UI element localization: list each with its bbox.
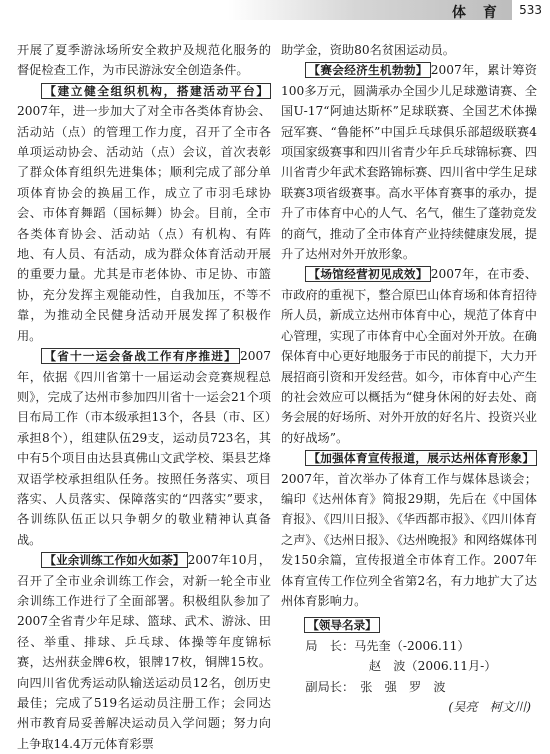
page-header xyxy=(0,0,550,22)
heading-leaders: 【领导名录】 xyxy=(304,617,380,633)
intro-paragraph: 开展了夏季游泳场所安全救护及规范化服务的督促检查工作，为市民游泳安全创造条件。 xyxy=(17,43,271,78)
left-column xyxy=(17,40,271,754)
leader-deputies: 副局长： 张 强 罗 波 xyxy=(305,679,446,694)
body-organization: 2007年，进一步加大了对全市各类体育协会、活动站（点）的管理工作力度，召开了全市各单项运动协会、活动站（点）会议，首次表彰了群众体育组织先进集体；顺利完成了部分单项体育协会的换届工作，成立了市羽毛球协会、市体育舞蹈（国标舞）协会。目前，全市各类体育协会、活动站（点）有机构、有阵地、有人员、有活动，成为群众体育活动开展的重要力量。尤其是市老体协、市足协、市篮协，充分发挥主观能动性，自我加压，不等不靠，为推动全民健身活动开展发挥了积极作用。 xyxy=(17,104,271,343)
page-number: 533 xyxy=(519,3,542,17)
section-title: 体 育 xyxy=(452,5,503,21)
heading-amateur-training: 【业余训练工作如火如荼】 xyxy=(41,552,187,568)
body-publicity: 2007年，首次举办了体育工作与媒体恳谈会；编印《达州体育》简报29期，先后在《中国体育报》、《四川日报》、《华西都市报》、《四川体育之声》、《达州日报》、《达州晚报》和网络媒体刊发150余篇，宣传报道全市体育工作。2007年体育宣传工作位列全省第2名，有力地扩大了达州体育影响力。 xyxy=(281,471,537,608)
heading-events-economy: 【赛会经济生机勃勃】 xyxy=(305,62,430,78)
leader-director-1: 局 长：马先奎（-2006.11） xyxy=(305,638,470,653)
leaders-list xyxy=(281,615,537,717)
paragraph-events-economy xyxy=(281,60,537,264)
leader-director-2: 赵 波（2006.11月-） xyxy=(368,659,497,674)
continued-paragraph: 助学金，资助80名贫困运动员。 xyxy=(281,43,455,57)
right-column xyxy=(281,40,537,717)
body-events-economy: 2007年，累计筹资100多万元，圆满承办全国少儿足球邀请赛、全国U-17“阿迪达斯杯”足球联赛、全国艺术体操冠军赛、“鲁能杯”中国乒乓球俱乐部超级联赛4项国家级赛事和四川省青少年乒乓球锦标赛、四川省青少年武术套路锦标赛、四川省中学生足球联赛3项省级赛事。高水平体育赛事的承办，提升了市体育中心的人气、名气，催生了蓬勃竞发的商气，推动了全市体育产业持续健康发展，提升了达州对外开放形象。 xyxy=(281,63,537,262)
paragraph-amateur-training xyxy=(17,550,271,754)
heading-games-prep: 【省十一运会备战工作有序推进】 xyxy=(41,348,240,364)
body-amateur-training: 2007年10月，召开了全市业余训练工作会，对新一轮全市业余训练工作进行了全面部署。积极组队参加了2007全省青少年足球、篮球、武术、游泳、田径、举重、排球、乒乓球、体操等年度锦标赛，达州获金牌6枚，银牌17枚，铜牌15枚。向四川省优秀运动队输送运动员12名，创历史最佳；完成了519名运动员注册工作；会同达州市教育局妥善解决运动员入学问题；努力向上争取14.4万元体育彩票 xyxy=(17,553,271,751)
paragraph-organization xyxy=(17,81,271,346)
body-venue-operation: 2007年，在市委、市政府的重视下，整合原巴山体育场和体育招待所人员，新成立达州市体育中心，规范了体育中心管理，实现了市体育中心全面对外开放。在确保体育中心更好地服务于市民的前提下，大力开展招商引资和开发经营。如今，市体育中心产生的社会效应可以概括为“健身休闲的好去处、商务会展的好场所、对外开放的好名片、投资兴业的好战场”。 xyxy=(281,267,537,445)
author-signature: (吴亮 柯文川) xyxy=(448,700,531,714)
heading-publicity: 【加强体育宣传报道，展示达州体育形象】 xyxy=(305,450,537,466)
paragraph-publicity xyxy=(281,448,537,611)
heading-organization: 【建立健全组织机构，搭建活动平台】 xyxy=(41,83,271,99)
paragraph-games-prep xyxy=(17,346,271,550)
body-games-prep: 2007年，依据《四川省第十一届运动会竞赛规程总则》，完成了达州市参加四川省十一运会21个项目布局工作（市本级承担13个，各县（市、区）承担8个），组建队伍29支，运动员723名，其中有5个项目由达县真佛山文武学校、渠县艺烽双语学校承担组队任务。按照任务落实、项目落实、人员落实、保障落实的“四落实”要求，各训练队伍正以只争朝夕的敬业精神认真备战。 xyxy=(17,349,271,547)
paragraph-venue-operation xyxy=(281,264,537,448)
heading-venue-operation: 【场馆经营初见成效】 xyxy=(305,266,430,282)
